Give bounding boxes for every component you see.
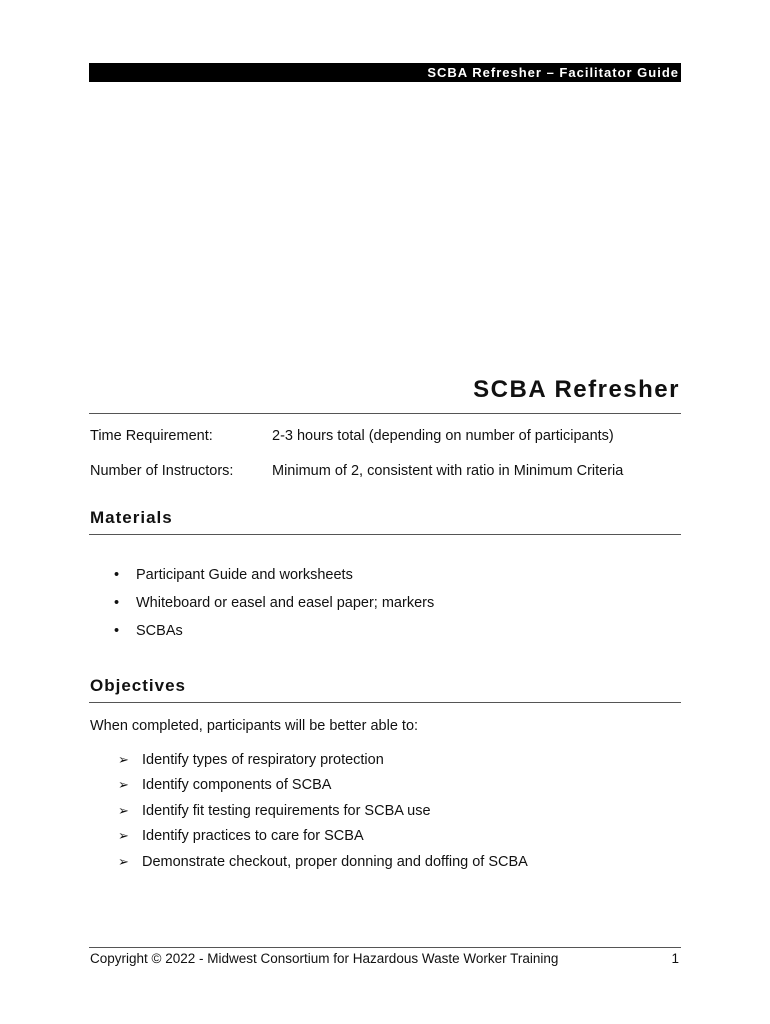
list-item bbox=[118, 853, 528, 878]
materials-heading: Materials bbox=[90, 508, 173, 527]
list-item-text: Identify components of SCBA bbox=[142, 777, 332, 794]
list-item bbox=[112, 622, 434, 650]
bullet-icon: • bbox=[114, 567, 120, 583]
bullet-icon: • bbox=[114, 595, 120, 611]
arrow-bullet-icon: ➢ bbox=[118, 853, 129, 869]
materials-divider bbox=[89, 534, 681, 535]
list-item bbox=[112, 566, 434, 594]
list-item bbox=[118, 827, 528, 852]
list-item bbox=[118, 776, 528, 801]
objectives-list bbox=[118, 751, 528, 878]
arrow-bullet-icon: ➢ bbox=[118, 828, 129, 844]
arrow-bullet-icon: ➢ bbox=[118, 802, 129, 818]
meta-value: Minimum of 2, consistent with ratio in Minimum Criteria bbox=[272, 463, 624, 479]
materials-list bbox=[112, 566, 434, 650]
list-item-text: Demonstrate checkout, proper donning and doffing of SCBA bbox=[142, 853, 528, 870]
objectives-divider bbox=[89, 702, 681, 703]
bullet-icon: • bbox=[114, 623, 120, 639]
list-item-text: Identify fit testing requirements for SCBA use bbox=[142, 802, 431, 819]
page-number: 1 bbox=[671, 951, 679, 966]
footer-copyright: Copyright © 2022 - Midwest Consortium for Hazardous Waste Worker Training bbox=[90, 951, 559, 966]
meta-value: 2-3 hours total (depending on number of participants) bbox=[272, 428, 614, 444]
list-item bbox=[118, 802, 528, 827]
list-item-text: Identify practices to care for SCBA bbox=[142, 828, 364, 845]
arrow-bullet-icon: ➢ bbox=[118, 777, 129, 793]
document-title: SCBA Refresher bbox=[473, 376, 680, 403]
title-divider bbox=[89, 413, 681, 414]
objectives-intro: When completed, participants will be better able to: bbox=[90, 718, 419, 734]
list-item-text: Participant Guide and worksheets bbox=[136, 567, 353, 583]
arrow-bullet-icon: ➢ bbox=[118, 752, 129, 767]
list-item-text: Identify types of respiratory protection bbox=[142, 752, 384, 768]
list-item bbox=[118, 751, 528, 776]
objectives-heading: Objectives bbox=[90, 676, 186, 695]
meta-label: Number of Instructors: bbox=[90, 463, 234, 479]
meta-label: Time Requirement: bbox=[90, 428, 213, 444]
running-header-title: SCBA Refresher – Facilitator Guide bbox=[427, 65, 679, 80]
list-item-text: SCBAs bbox=[136, 623, 183, 639]
footer-divider bbox=[89, 947, 681, 948]
list-item-text: Whiteboard or easel and easel paper; markers bbox=[136, 595, 435, 611]
list-item bbox=[112, 594, 434, 622]
running-header bbox=[89, 63, 681, 82]
